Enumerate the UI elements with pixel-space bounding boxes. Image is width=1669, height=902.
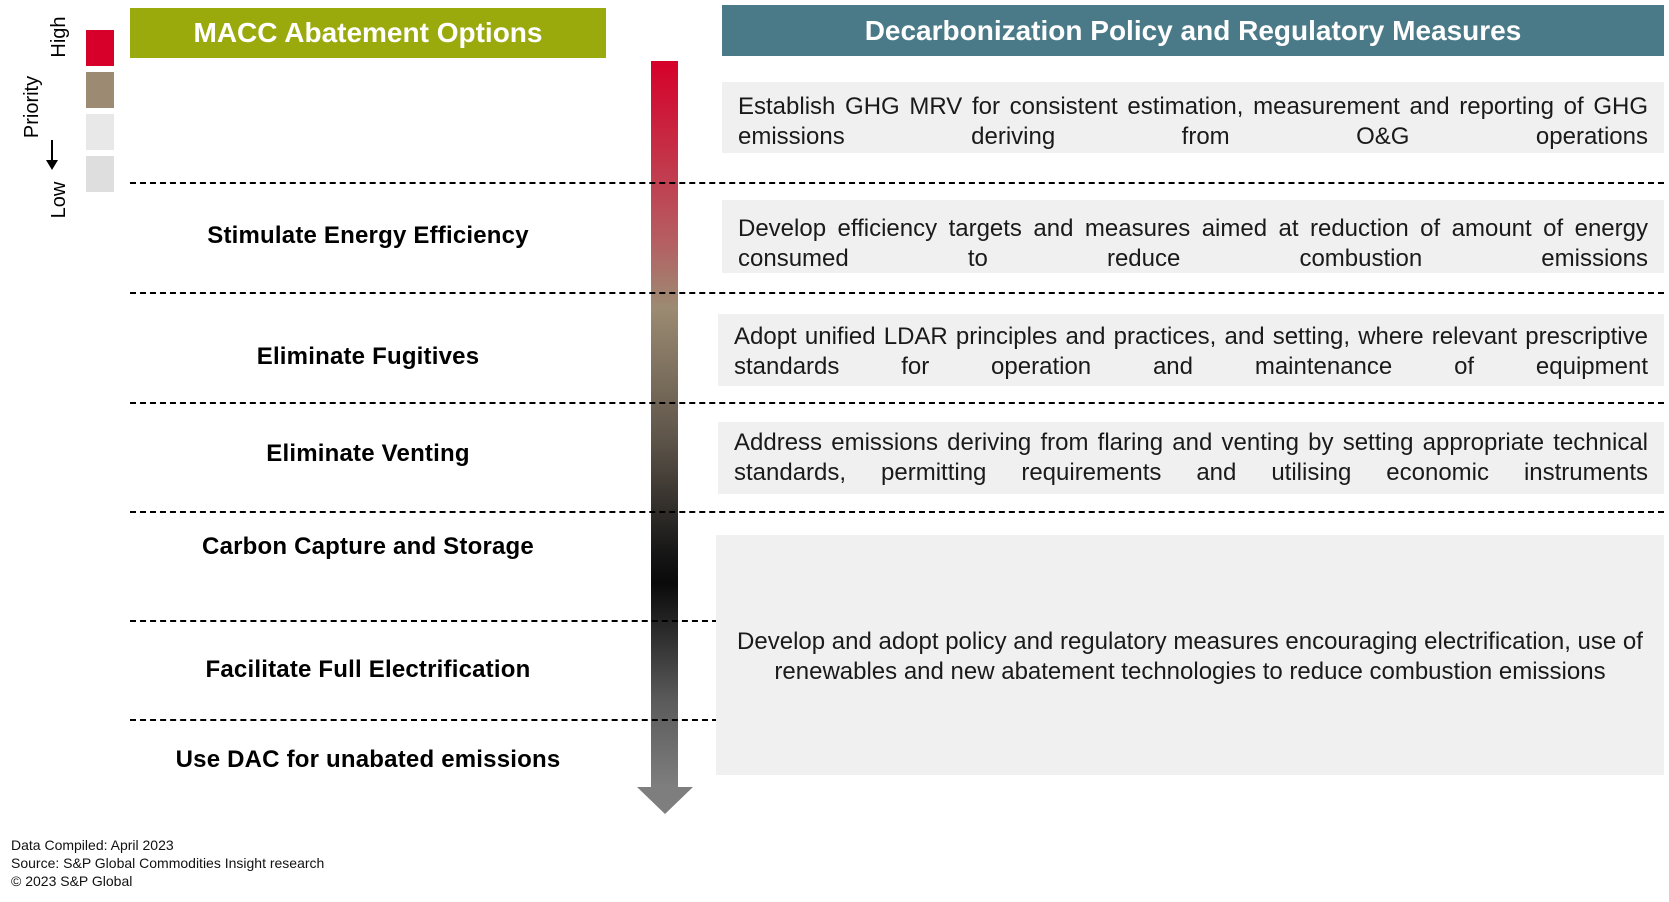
measure-flaring-venting-text: Address emissions deriving from flaring and venting by setting appropriate technical standards, permitting requirements and utilising economic instruments	[734, 429, 1648, 486]
legend-swatch-medium-low	[86, 114, 114, 150]
legend-swatch-low	[86, 156, 114, 192]
footer-data-compiled: Data Compiled: April 2023	[11, 837, 174, 853]
divider-6	[130, 719, 718, 721]
measure-efficiency-targets-text: Develop efficiency targets and measures aimed at reduction of amount of energy consumed to reduce combustion emissions	[738, 215, 1648, 272]
legend-high-label: High	[48, 16, 70, 58]
policy-measures-header: Decarbonization Policy and Regulatory Measures	[722, 5, 1664, 56]
divider-4	[130, 511, 1664, 513]
measure-ghg-mrv-text: Establish GHG MRV for consistent estimation, measurement and reporting of GHG emissions deriving from O&G operations	[738, 93, 1648, 150]
measure-flaring-venting	[718, 422, 1664, 494]
divider-2	[130, 292, 1664, 294]
legend-swatch-medium-high	[86, 72, 114, 108]
option-eliminate-fugitives: Eliminate Fugitives	[256, 343, 480, 370]
divider-3	[130, 402, 1664, 404]
priority-arrowhead-icon	[637, 787, 693, 814]
option-dac: Use DAC for unabated emissions	[175, 746, 561, 773]
measure-ldar	[718, 314, 1664, 386]
legend-priority-label: Priority	[21, 75, 43, 139]
option-carbon-capture: Carbon Capture and Storage	[202, 533, 534, 560]
legend-swatch-high	[86, 30, 114, 66]
macc-options-header: MACC Abatement Options	[130, 8, 606, 58]
footer-copyright: © 2023 S&P Global	[11, 873, 133, 889]
priority-gradient-bar	[651, 61, 678, 787]
divider-5	[130, 620, 718, 622]
measure-ghg-mrv	[722, 82, 1664, 153]
footer-source: Source: S&P Global Commodities Insight research	[11, 855, 325, 871]
option-full-electrification: Facilitate Full Electrification	[205, 656, 531, 683]
legend-low-label: Low	[48, 181, 70, 219]
divider-1	[130, 182, 1664, 184]
measure-efficiency-targets	[722, 200, 1664, 273]
measure-electrification	[716, 535, 1664, 775]
option-eliminate-venting: Eliminate Venting	[266, 440, 470, 467]
measure-ldar-text: Adopt unified LDAR principles and practices, and setting, where relevant prescriptive standards for operation and maintenance of equipment	[734, 323, 1648, 380]
priority-down-arrow-icon	[44, 140, 60, 172]
measure-electrification-text: Develop and adopt policy and regulatory measures encouraging electrification, use of renewables and new abatement technologies to reduce combustion emissions	[737, 628, 1643, 685]
option-energy-efficiency: Stimulate Energy Efficiency	[207, 222, 529, 249]
